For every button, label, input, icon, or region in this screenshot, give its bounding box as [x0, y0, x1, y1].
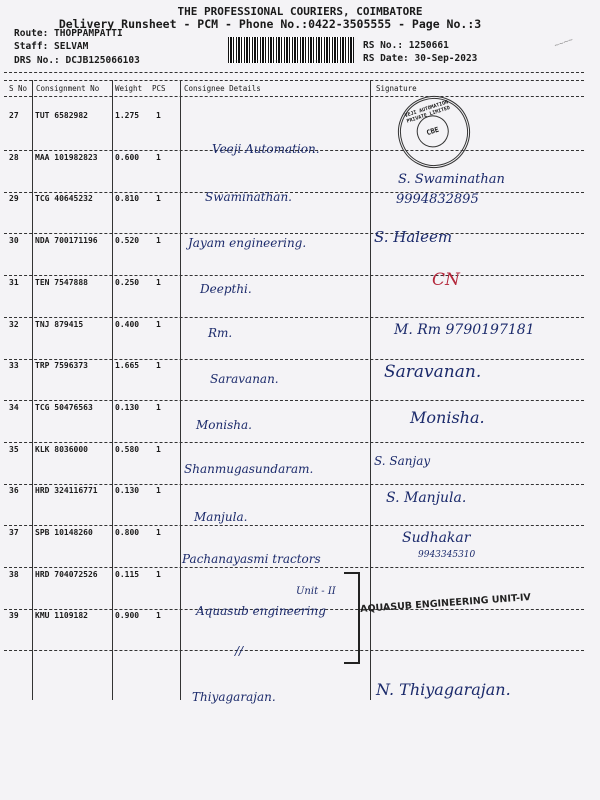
route: Route: THOPPAMPATTI: [14, 28, 123, 39]
signature: Monisha.: [410, 408, 485, 427]
col-rule: [32, 80, 33, 700]
row-sno: 28: [9, 152, 19, 162]
row-weight: 0.800: [115, 528, 140, 537]
row-consignment-no: TCG 50476563: [35, 402, 93, 412]
drs-number: DRS No.: DCJB125066103: [14, 55, 140, 66]
row-consignment-no: TRP 7596373: [35, 361, 88, 371]
consignee-handwriting: Veeji Automation.: [212, 142, 320, 156]
consignee-handwriting: Pachanayasmi tractors: [182, 552, 321, 566]
runsheet-title: Delivery Runsheet - PCM - Phone No.:0422-3505555 - Page No.:3: [58, 17, 482, 31]
signature: N. Thiyagarajan.: [376, 680, 511, 699]
row-weight: 0.130: [115, 486, 140, 496]
row-pcs: 1: [156, 111, 161, 120]
staff: Staff: SELVAM: [14, 41, 89, 52]
consignee-handwriting: Swaminathan.: [205, 190, 292, 204]
row-sno: 32: [9, 319, 19, 329]
row-sno: 34: [9, 402, 19, 412]
row-pcs: 1: [156, 361, 161, 371]
consignee-handwriting: //: [235, 644, 244, 658]
col-consignee-header: Consignee Details: [184, 84, 261, 93]
col-consignment-header: Consignment No: [36, 84, 100, 93]
row-sno: 38: [9, 569, 19, 579]
row-divider: [4, 400, 584, 401]
col-rule: [112, 80, 113, 700]
row-weight: 0.580: [115, 444, 140, 454]
row-sno: 27: [9, 111, 19, 120]
row-pcs: 1: [156, 236, 161, 246]
row-pcs: 1: [156, 611, 161, 621]
row-sno: 31: [9, 277, 19, 287]
row-consignment-no: KMU 1109182: [35, 611, 88, 621]
row-consignment-no: TNJ 879415: [35, 319, 84, 329]
row-pcs: 1: [156, 486, 161, 496]
company-stamp: AQUASUB ENGINEERING UNIT-IV: [359, 592, 532, 615]
consignee-handwriting: Monisha.: [196, 418, 252, 432]
signature: Sudhakar: [402, 530, 471, 546]
consignee-handwriting: Unit - II: [296, 586, 336, 597]
row-sno: 39: [9, 611, 19, 621]
row-sno: 30: [9, 236, 19, 246]
row-consignment-no: TEN 7547888: [35, 277, 88, 287]
rs-date: RS Date: 30-Sep-2023: [363, 53, 478, 64]
row-sno: 33: [9, 361, 19, 371]
row-weight: 0.520: [115, 236, 140, 246]
col-rule: [180, 80, 181, 700]
row-divider: [4, 275, 584, 276]
row-consignment-no: NDA 700171196: [35, 236, 98, 246]
row-sno: 35: [9, 444, 19, 454]
signature: CN: [432, 270, 460, 290]
row-divider: [4, 442, 584, 443]
row-divider: [4, 359, 584, 360]
divider: [4, 80, 584, 81]
row-weight: 0.400: [115, 319, 140, 329]
consignee-handwriting: Aquasub engineering: [196, 604, 326, 618]
consignee-handwriting: Thiyagarajan.: [192, 690, 276, 704]
row-pcs: 1: [156, 194, 161, 204]
signature: S. Manjula.: [386, 490, 467, 506]
row-pcs: 1: [156, 444, 161, 454]
row-weight: 0.250: [115, 277, 140, 287]
row-sno: 29: [9, 194, 19, 204]
row-divider: [4, 233, 584, 234]
row-consignment-no: TUT 6582982: [35, 111, 88, 120]
col-signature-header: Signature: [376, 84, 417, 93]
rs-number: RS No.: 1250661: [363, 40, 449, 51]
row-consignment-no: HRD 324116771: [35, 486, 98, 496]
row-weight: 0.810: [115, 194, 140, 204]
row-divider: [4, 317, 584, 318]
signature: Saravanan.: [384, 362, 482, 382]
row-consignment-no: HRD 704072526: [35, 569, 98, 579]
row-weight: 0.900: [115, 611, 140, 621]
row-pcs: 1: [156, 319, 161, 329]
stamp-ring-text: VEJI AUTOMATION PRIVATE LIMITED: [404, 99, 451, 125]
row-divider: [4, 484, 584, 485]
row-weight: 0.130: [115, 402, 140, 412]
row-consignment-no: MAA 101982823: [35, 152, 98, 162]
row-pcs: 1: [156, 569, 161, 579]
consignee-handwriting: Deepthi.: [200, 282, 252, 296]
consignee-handwriting: Manjula.: [194, 510, 248, 524]
row-weight: 0.600: [115, 152, 140, 162]
row-sno: 37: [9, 528, 19, 537]
col-weight-header: Weight: [115, 84, 143, 93]
divider: [4, 72, 584, 73]
row-pcs: 1: [156, 277, 161, 287]
company-name: THE PROFESSIONAL COURIERS, COIMBATORE: [177, 5, 423, 18]
row-weight: 1.275: [115, 111, 140, 120]
corner-mark: ~~~~: [553, 34, 575, 51]
row-pcs: 1: [156, 152, 161, 162]
col-pcs-header: PCS: [152, 84, 166, 93]
signature: S. Haleem: [374, 228, 453, 246]
row-sno: 36: [9, 486, 19, 496]
stamp-center-text: CBE: [413, 111, 453, 151]
round-company-stamp: [389, 87, 480, 178]
signature: S. Swaminathan: [398, 172, 505, 187]
row-pcs: 1: [156, 402, 161, 412]
header-divider: [4, 96, 584, 97]
row-divider: [4, 567, 584, 568]
consignee-handwriting: Jayam engineering.: [188, 236, 307, 250]
consignee-handwriting: Saravanan.: [210, 372, 279, 386]
col-sno-header: S No: [9, 84, 28, 93]
signature-phone: 9943345310: [418, 550, 476, 560]
barcode: [228, 37, 354, 63]
row-consignment-no: KLK 8036000: [35, 444, 88, 454]
rows-bracket: [344, 572, 360, 664]
consignee-handwriting: Shanmugasundaram.: [184, 462, 314, 476]
signature: M. Rm 9790197181: [394, 322, 535, 338]
signature: S. Sanjay: [374, 454, 431, 468]
row-pcs: 1: [156, 528, 161, 537]
row-divider: [4, 525, 584, 526]
row-weight: 1.665: [115, 361, 140, 371]
row-consignment-no: SPB 10148260: [35, 528, 93, 537]
row-divider: [4, 650, 584, 651]
signature-phone: 9994832895: [396, 192, 479, 207]
row-divider: [4, 192, 584, 193]
consignee-handwriting: Rm.: [208, 326, 233, 340]
row-consignment-no: TCG 40645232: [35, 194, 93, 204]
row-weight: 0.115: [115, 569, 140, 579]
